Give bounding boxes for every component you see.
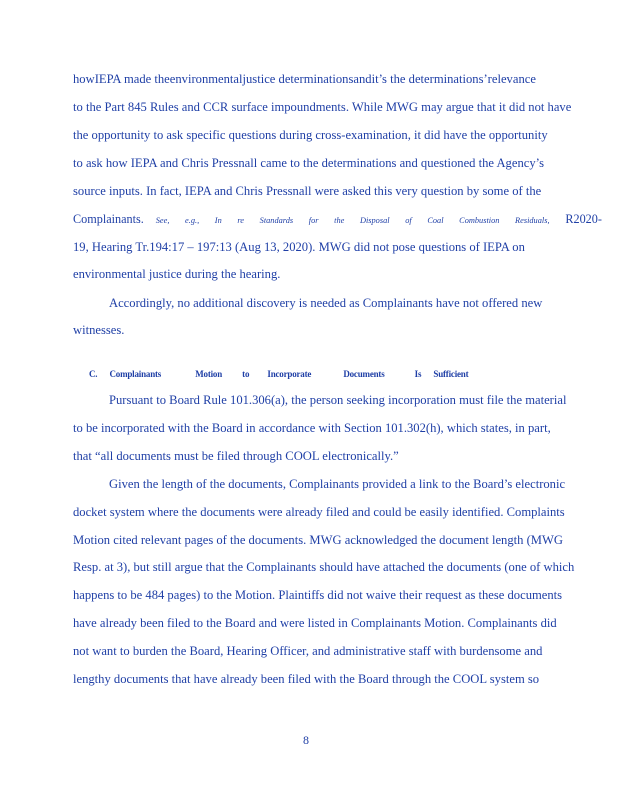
body-line: source inputs. In fact, IEPA and Chris Pressnall were asked this very question by some of the — [73, 184, 542, 198]
paragraph-line: Pursuant to Board Rule 101.306(a), the person seeking incorporation must file the material — [109, 393, 567, 407]
heading-word: Incorporate — [267, 369, 312, 379]
body-line: to ask how IEPA and Chris Pressnall came to the determinations and questioned the Agency’s — [73, 156, 545, 170]
complainants-citation-line — [73, 211, 602, 228]
body-line: to the Part 845 Rules and CCR surface impoundments. While MWG may argue that it did not have — [73, 100, 572, 114]
heading-word: Sufficient — [433, 369, 469, 379]
body-line: environmental justice during the hearing. — [73, 267, 281, 281]
body-line: howIEPA made theenvironmentaljustice determinationsandit’s the determinations’relevance — [73, 72, 536, 86]
paragraph-line: to be incorporated with the Board in accordance with Section 101.302(h), which states, in part, — [73, 421, 551, 435]
paragraph-line: not want to burden the Board, Hearing Officer, and administrative staff with burdensome and — [73, 644, 543, 658]
heading-word: Is — [414, 369, 422, 379]
paragraph-line: witnesses. — [73, 323, 125, 337]
paragraph-line: Resp. at 3), but still argue that the Complainants should have attached the documents (one of which — [73, 560, 575, 574]
section-heading-c — [89, 366, 468, 382]
paragraph-line: Motion cited relevant pages of the documents. MWG acknowledged the document length (MWG — [73, 533, 563, 547]
heading-word: to — [242, 369, 250, 379]
body-line: 19, Hearing Tr.194:17 – 197:13 (Aug 13, 2020). MWG did not pose questions of IEPA on — [73, 240, 525, 254]
paragraph-line: have already been filed to the Board and were listed in Complainants Motion. Complainants did — [73, 616, 557, 630]
paragraph-line: Accordingly, no additional discovery is needed as Complainants have not offered new — [109, 296, 543, 310]
line-lead: Complainants. — [73, 212, 144, 226]
paragraph-line: docket system where the documents were already filed and could be easily identified. Complaints — [73, 505, 565, 519]
docket-number: R2020- — [565, 212, 602, 226]
heading-word: Motion — [195, 369, 223, 379]
section-letter: C. — [89, 369, 98, 379]
paragraph-line: happens to be 484 pages) to the Motion. Plaintiffs did not waive their request as these documents — [73, 588, 563, 602]
paragraph-line: that “all documents must be filed through COOL electronically.” — [73, 449, 399, 463]
paragraph-line: lengthy documents that have already been filed with the Board through the COOL system so — [73, 672, 540, 686]
case-citation: See, e.g., In re Standards for the Disposal of Coal Combustion Residuals, — [155, 215, 550, 225]
heading-word: Documents — [343, 369, 385, 379]
page-number: 8 — [303, 733, 309, 747]
paragraph-line: Given the length of the documents, Complainants provided a link to the Board’s electronic — [109, 477, 566, 491]
heading-word: Complainants — [109, 369, 162, 379]
body-line: the opportunity to ask specific questions during cross-examination, it did have the opportunity — [73, 128, 548, 142]
